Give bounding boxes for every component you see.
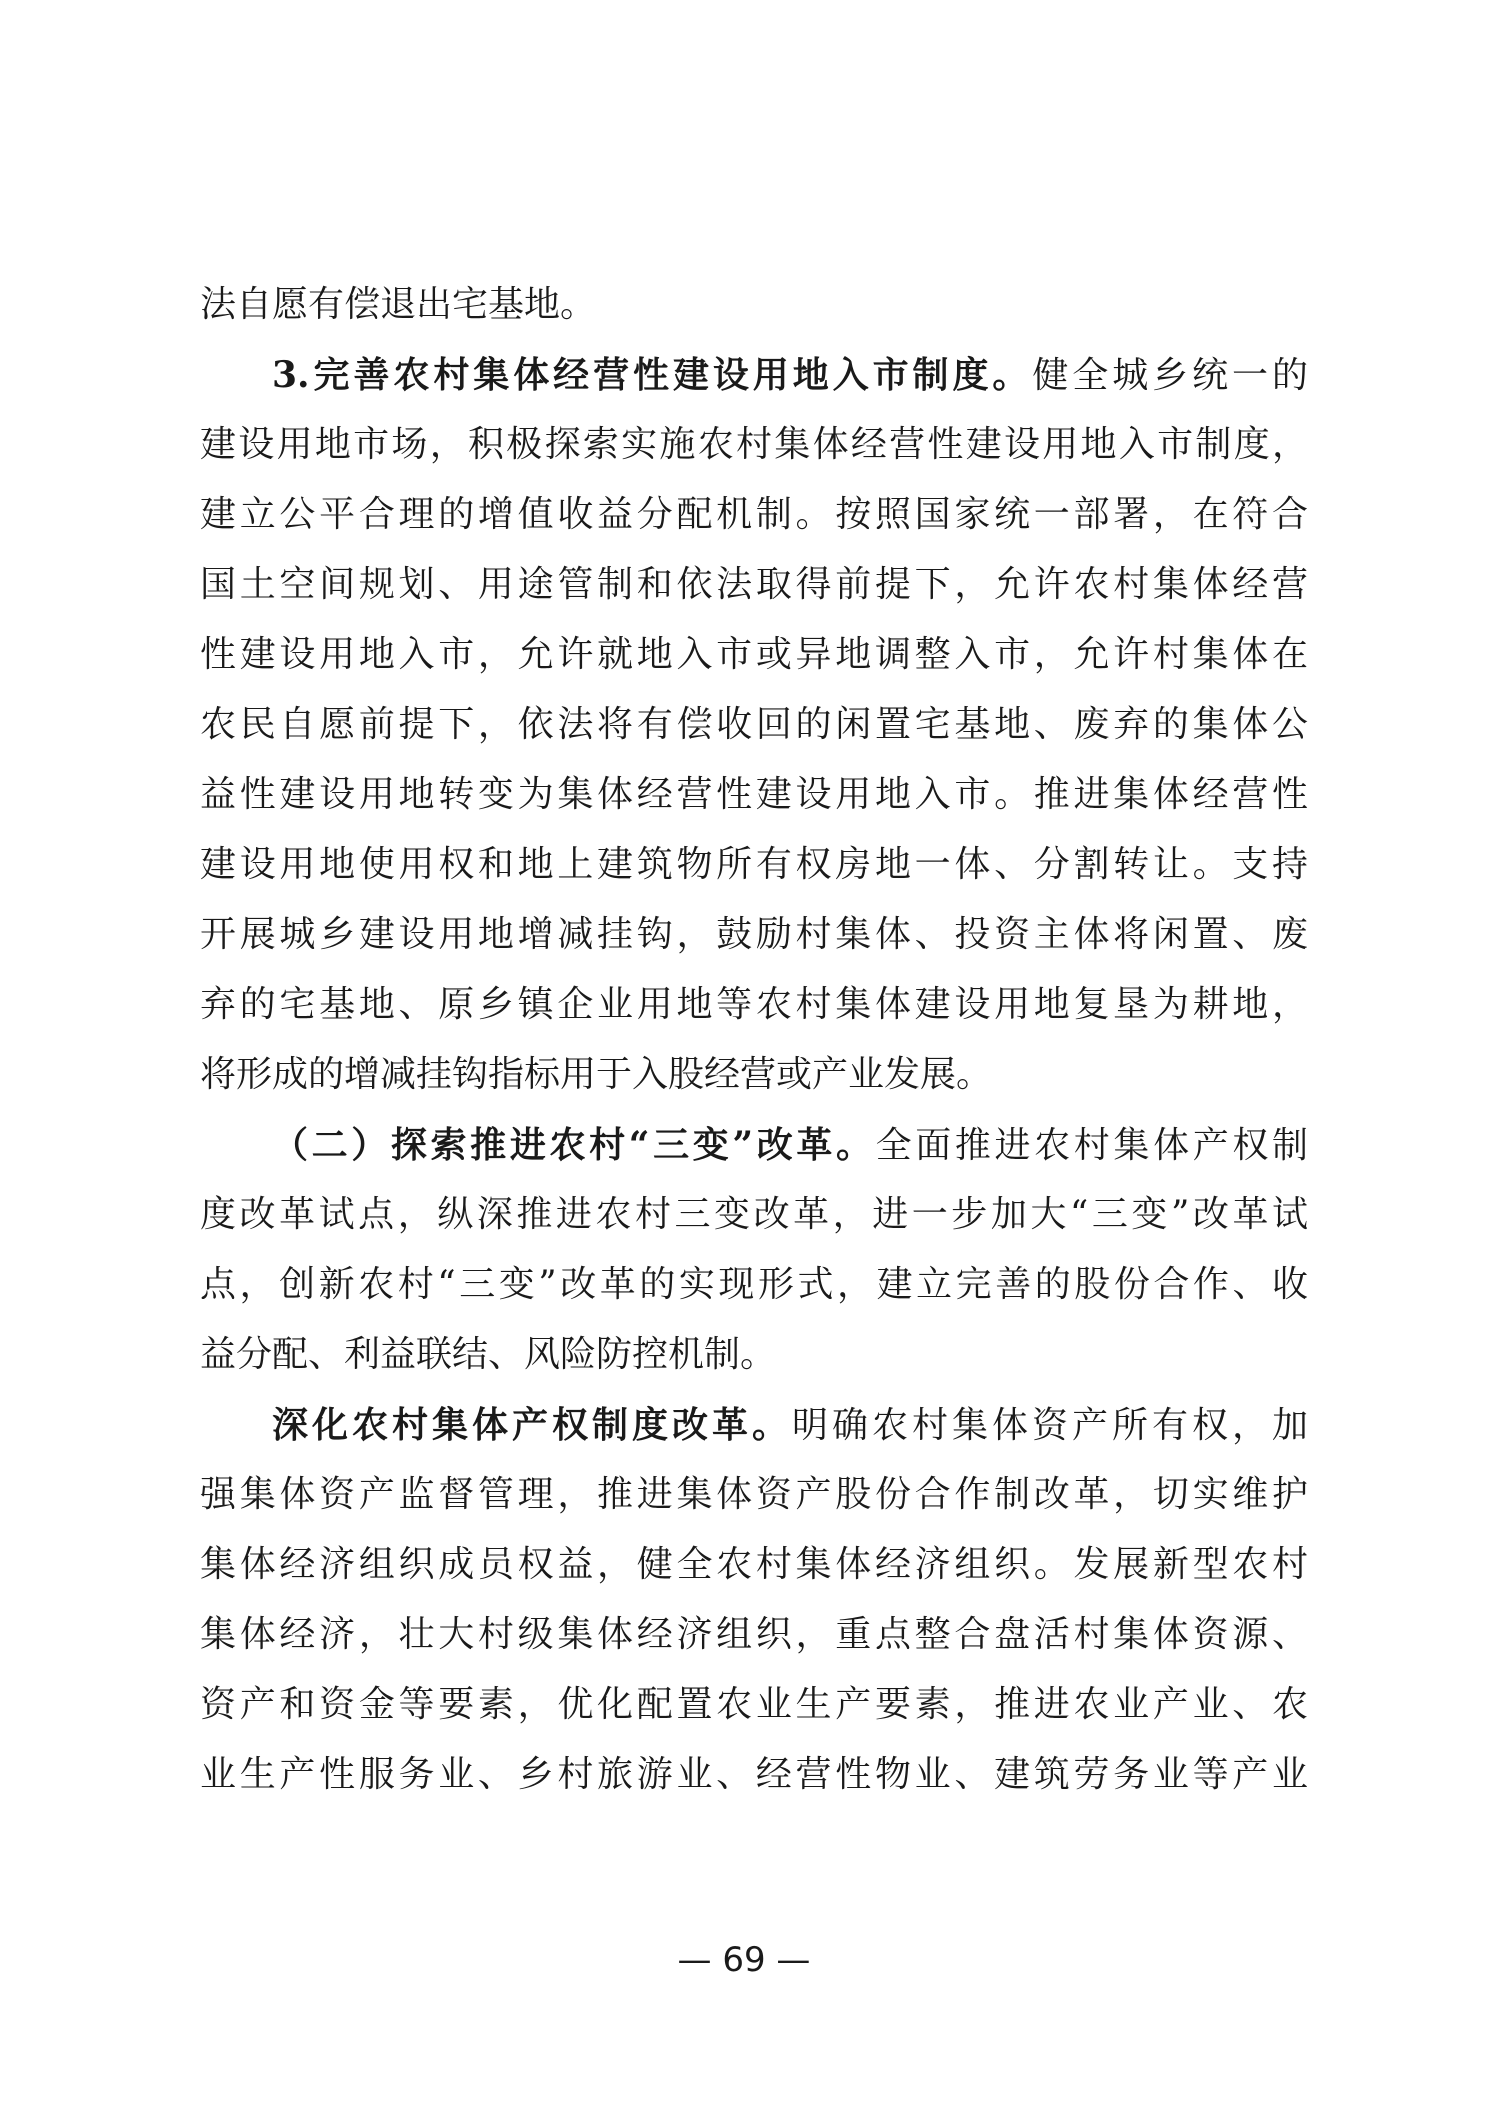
paragraph-text: 国土空间规划、用途管制和依法取得前提下，允许农村集体经营 [200, 564, 1308, 605]
text-line [200, 1460, 1308, 1530]
paragraph-text: 农民自愿前提下，依法将有偿收回的闲置宅基地、废弃的集体公 [200, 704, 1308, 745]
text-line [200, 1740, 1308, 1810]
body-text [200, 270, 1308, 1810]
text-line [200, 270, 1308, 340]
text-line [200, 1600, 1308, 1670]
text-line [200, 1180, 1308, 1250]
text-line [200, 1110, 1308, 1180]
paragraph-text: 强集体资产监督管理，推进集体资产股份合作制改革，切实维护 [200, 1474, 1308, 1515]
paragraph-text: 法自愿有偿退出宅基地。 [200, 284, 597, 325]
text-line [200, 900, 1308, 970]
bold-heading-text: （二）探索推进农村“三变”改革。 [272, 1124, 876, 1166]
paragraph-text: 业生产性服务业、乡村旅游业、经营性物业、建筑劳务业等产业 [200, 1754, 1308, 1795]
paragraph-text: 益性建设用地转变为集体经营性建设用地入市。推进集体经营性 [200, 774, 1308, 815]
paragraph-text: 明确农村集体资产所有权，加 [791, 1405, 1308, 1446]
paragraph-text: 开展城乡建设用地增减挂钩，鼓励村集体、投资主体将闲置、废 [200, 914, 1308, 955]
text-line [200, 480, 1308, 550]
text-line [200, 340, 1308, 410]
text-line [200, 830, 1308, 900]
text-line [200, 1670, 1308, 1740]
text-line [200, 620, 1308, 690]
bold-heading-text: 3.完善农村集体经营性建设用地入市制度。 [272, 354, 1033, 396]
text-line [200, 1040, 1308, 1110]
paragraph-text: 点，创新农村“三变”改革的实现形式，建立完善的股份合作、收 [200, 1264, 1308, 1305]
text-line [200, 550, 1308, 620]
paragraph-text: 度改革试点，纵深推进农村三变改革，进一步加大“三变”改革试 [200, 1194, 1308, 1235]
paragraph-text: 全面推进农村集体产权制 [875, 1125, 1308, 1166]
text-line [200, 1320, 1308, 1390]
paragraph-text: 性建设用地入市，允许就地入市或异地调整入市，允许村集体在 [200, 634, 1308, 675]
page-number: — 69 — [677, 1940, 811, 1980]
text-line [200, 760, 1308, 830]
paragraph-text: 建设用地市场，积极探索实施农村集体经营性建设用地入市制度， [200, 424, 1308, 465]
text-line [200, 410, 1308, 480]
text-line [200, 970, 1308, 1040]
text-line [200, 690, 1308, 760]
paragraph-text: 将形成的增减挂钩指标用于入股经营或产业发展。 [200, 1054, 993, 1095]
text-line [200, 1250, 1308, 1320]
paragraph-text: 建立公平合理的增值收益分配机制。按照国家统一部署，在符合 [200, 494, 1308, 535]
paragraph-text: 资产和资金等要素，优化配置农业生产要素，推进农业产业、农 [200, 1684, 1308, 1725]
paragraph-text: 建设用地使用权和地上建筑物所有权房地一体、分割转让。支持 [200, 844, 1308, 885]
paragraph-text: 集体经济组织成员权益，健全农村集体经济组织。发展新型农村 [200, 1544, 1308, 1585]
text-line [200, 1530, 1308, 1600]
paragraph-text: 益分配、利益联结、风险防控机制。 [200, 1334, 777, 1375]
paragraph-text: 弃的宅基地、原乡镇企业用地等农村集体建设用地复垦为耕地， [200, 984, 1308, 1025]
paragraph-text: 集体经济，壮大村级集体经济组织，重点整合盘活村集体资源、 [200, 1614, 1308, 1655]
bold-heading-text: 深化农村集体产权制度改革。 [272, 1404, 792, 1446]
paragraph-text: 健全城乡统一的 [1032, 355, 1308, 396]
text-line [200, 1390, 1308, 1460]
